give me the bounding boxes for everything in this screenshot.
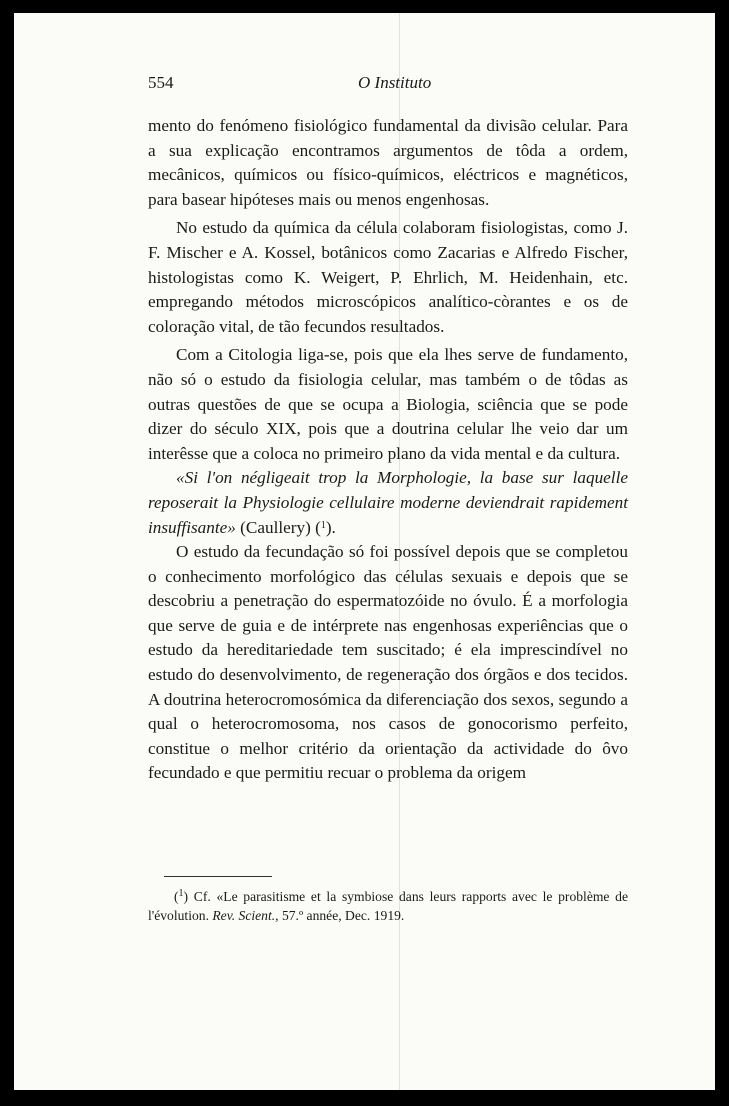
paragraph-4-quote xyxy=(148,466,628,540)
footnote-text-before: Cf. «Le parasitisme et la symbiose dans leurs rapports avec le problème de l'évolution. xyxy=(148,889,628,923)
quote-close: ). xyxy=(325,517,336,537)
quote-attribution: (Caullery) ( xyxy=(235,517,321,537)
footnote-text-after: , 57.º année, Dec. 1919. xyxy=(275,908,405,923)
paragraph-5: O estudo da fecundação só foi possível depois que se completou o conhecimento morfológico das células sexuais e depois que se descobriu a penetração do espermatozóide no óvulo. É a morfologia que serve de guia e de intérprete nas engenhosas experiências que o estudo da hereditariedade tem suscitado; é ela imprescindível no estudo do desenvolvimento, de regeneração dos órgãos e dos tecidos. A doutrina heterocromosómica da diferenciação dos sexos, segundo a qual o heterocromosoma, nos casos de gonocorismo perfeito, constitue o melhor critério da orientação da actividade do ôvo fecundado e que permitiu recuar o problema da origem xyxy=(148,542,628,783)
footnote-divider xyxy=(164,876,272,877)
body-text xyxy=(148,114,628,786)
footnote: ($^1$) Cf. «Le parasitisme et la symbiose dans leurs rapports avec le problème de l'évolution. Rev. Scient., 57.º année, Dec. 1919. xyxy=(148,888,628,923)
page-sheet xyxy=(14,13,715,1090)
paragraph-2: No estudo da química da célula colaboram fisiologistas, como J. F. Mischer e A. Kossel, botânicos como Zacarias e Alfredo Fischer, histologistas como K. Weigert, P. Ehrlich, M. Heidenhain, etc. empregando métodos microscópicos analítico-còrantes e os de coloração vital, de tão fecundos resultados. xyxy=(148,218,628,336)
page-header xyxy=(148,73,628,95)
paragraph-1: mento do fenómeno fisiológico fundamental da divisão celular. Para a sua explicação encontramos argumentos de tôda a ordem, mecânicos, químicos ou físico-químicos, eléctricos e magnéticos, para basear hipóteses mais ou menos engenhosas. xyxy=(148,116,628,209)
footnote-ref: 1 xyxy=(320,519,326,531)
footnote-journal: Rev. Scient. xyxy=(212,908,276,923)
french-quote: «Si l'on négligeait trop la Morphologie, la base sur laquelle reposerait la Physiologie cellulaire moderne deviendrait rapidement insuffisante» xyxy=(148,468,628,537)
paragraph-3: Com a Citologia liga-se, pois que ela lhes serve de fundamento, não só o estudo da fisiologia celular, mas também o de tôdas as outras questões de que se ocupa a Biologia, sciência que se pode dizer do século XIX, pois que a doutrina celular lhe veio dar um interêsse que a coloca no primeiro plano da vida mental e da cultura. xyxy=(148,345,628,463)
footnote-marker: 1 xyxy=(178,888,184,899)
running-title: O Instituto xyxy=(358,73,432,92)
page-number: 554 xyxy=(148,73,174,92)
